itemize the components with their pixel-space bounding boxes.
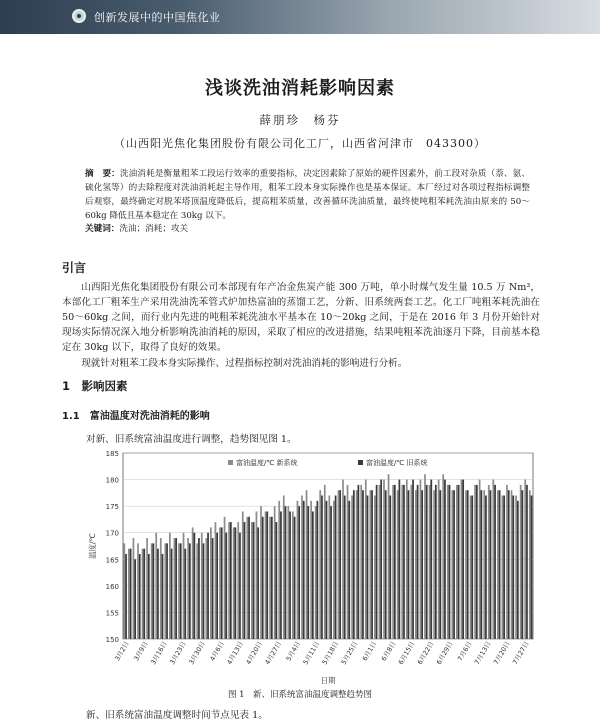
bar-old-system xyxy=(189,543,191,639)
bar-new-system xyxy=(269,517,271,639)
section-1-1-heading: 1.1 富油温度对洗油消耗的影响 xyxy=(62,411,210,422)
bar-old-system xyxy=(481,490,483,639)
bar-old-system xyxy=(203,543,205,639)
bar-old-system xyxy=(180,543,182,639)
bar-new-system xyxy=(196,543,198,639)
bar-old-system xyxy=(494,485,496,639)
bar-new-system xyxy=(178,543,180,639)
bar-new-system xyxy=(433,490,435,639)
bar-old-system xyxy=(353,490,355,639)
bar-old-system xyxy=(362,490,364,639)
y-tick-label: 160 xyxy=(105,582,119,591)
bar-new-system xyxy=(287,506,289,639)
bar-old-system xyxy=(435,485,437,639)
bar-old-system xyxy=(326,501,328,639)
bar-old-system xyxy=(444,480,446,639)
bar-old-system xyxy=(289,511,291,639)
bar-new-system xyxy=(465,490,467,639)
journal-name: 创新发展中的中国焦化业 xyxy=(94,11,221,24)
bar-old-system xyxy=(244,522,246,639)
bar-new-system xyxy=(406,480,408,639)
bar-old-system xyxy=(294,517,296,639)
bar-old-system xyxy=(417,485,419,639)
bar-old-system xyxy=(430,480,432,639)
bar-new-system xyxy=(497,490,499,639)
bar-old-system xyxy=(526,485,528,639)
x-tick-label: 7月13日 xyxy=(472,640,493,667)
bar-new-system xyxy=(492,480,494,639)
bar-new-system xyxy=(192,527,194,639)
bar-old-system xyxy=(531,496,533,639)
x-tick-label: 5月4日 xyxy=(284,640,303,663)
bar-old-system xyxy=(412,480,414,639)
bar-old-system xyxy=(253,522,255,639)
x-tick-label: 7月20日 xyxy=(492,640,512,667)
x-tick-label: 6月22日 xyxy=(415,640,436,667)
bar-old-system xyxy=(462,480,464,639)
bar-old-system xyxy=(458,485,460,639)
intro-paragraph-2: 现就针对粗苯工段本身实际操作、过程指标控制对洗油消耗的影响进行分析。 xyxy=(81,358,408,369)
bar-old-system xyxy=(298,506,300,639)
bar-new-system xyxy=(169,533,171,639)
x-tick-label: 7月27日 xyxy=(511,640,531,667)
keywords xyxy=(85,222,530,234)
x-tick-label: 4月6日 xyxy=(208,640,226,663)
bar-new-system xyxy=(155,533,157,639)
bar-new-system xyxy=(246,517,248,639)
bar-new-system xyxy=(324,485,326,639)
x-tick-label: 3月23日 xyxy=(168,640,188,667)
bar-old-system xyxy=(230,522,232,639)
bar-new-system xyxy=(123,543,125,639)
journal-logo-icon xyxy=(72,9,86,23)
bar-new-system xyxy=(301,496,303,639)
bar-old-system xyxy=(376,485,378,639)
bar-old-system xyxy=(490,490,492,639)
bar-new-system xyxy=(520,485,522,639)
bar-old-system xyxy=(339,490,341,639)
bar-old-system xyxy=(330,506,332,639)
bar-new-system xyxy=(479,480,481,639)
bar-old-system xyxy=(312,511,314,639)
bar-new-system xyxy=(233,527,235,639)
bar-new-system xyxy=(205,538,207,639)
bar-new-system xyxy=(392,485,394,639)
bar-new-system xyxy=(438,480,440,639)
bar-new-system xyxy=(488,485,490,639)
bar-new-system xyxy=(328,496,330,639)
bar-new-system xyxy=(278,501,280,639)
bar-new-system xyxy=(242,511,244,639)
bar-new-system xyxy=(515,496,517,639)
bar-new-system xyxy=(470,496,472,639)
legend-swatch-new xyxy=(228,460,233,465)
bar-new-system xyxy=(219,527,221,639)
bar-new-system xyxy=(360,485,362,639)
bar-new-system xyxy=(274,506,276,639)
bar-old-system xyxy=(130,549,132,639)
bar-new-system xyxy=(511,490,513,639)
bar-old-system xyxy=(485,496,487,639)
bar-old-system xyxy=(348,501,350,639)
bar-old-system xyxy=(125,554,127,639)
y-tick-label: 150 xyxy=(105,636,119,644)
bar-old-system xyxy=(344,496,346,639)
x-tick-label: 5月25日 xyxy=(339,640,360,667)
bar-old-system xyxy=(367,496,369,639)
x-tick-label: 4月20日 xyxy=(244,640,265,667)
x-tick-label: 6月29日 xyxy=(434,640,455,667)
x-tick-label: 4月13日 xyxy=(225,640,246,667)
bar-new-system xyxy=(420,480,422,639)
bar-old-system xyxy=(449,485,451,639)
bar-new-system xyxy=(351,496,353,639)
bar-new-system xyxy=(474,485,476,639)
bar-old-system xyxy=(207,533,209,639)
bar-old-system xyxy=(380,480,382,639)
x-tick-label: 5月11日 xyxy=(301,640,322,667)
bar-new-system xyxy=(137,543,139,639)
bar-old-system xyxy=(216,533,218,639)
bar-old-system xyxy=(440,490,442,639)
bar-new-system xyxy=(461,480,463,639)
bar-new-system xyxy=(256,511,258,639)
x-tick-label: 4月27日 xyxy=(263,640,284,667)
bar-old-system xyxy=(157,549,159,639)
bar-old-system xyxy=(184,549,186,639)
abstract xyxy=(85,167,530,223)
bar-new-system xyxy=(379,485,381,639)
keywords-text: 洗油；消耗；攻关 xyxy=(119,224,189,234)
x-tick-label: 6月1日 xyxy=(360,640,379,663)
bar-old-system xyxy=(467,490,469,639)
bar-old-system xyxy=(162,554,164,639)
bar-new-system xyxy=(456,485,458,639)
bar-new-system xyxy=(447,485,449,639)
bar-old-system xyxy=(198,538,200,639)
bar-old-system xyxy=(389,496,391,639)
bar-new-system xyxy=(315,506,317,639)
bar-new-system xyxy=(383,480,385,639)
bar-old-system xyxy=(394,485,396,639)
bar-old-system xyxy=(512,496,514,639)
y-tick-label: 185 xyxy=(105,450,119,458)
bar-new-system xyxy=(142,549,144,639)
bar-new-system xyxy=(210,527,212,639)
bar-new-system xyxy=(164,543,166,639)
bar-new-system xyxy=(174,538,176,639)
bar-new-system xyxy=(397,490,399,639)
x-tick-label: 3月2日 xyxy=(113,640,131,663)
bar-new-system xyxy=(151,543,153,639)
x-tick-label: 3月9日 xyxy=(132,640,150,663)
bar-new-system xyxy=(215,522,217,639)
journal-header-band xyxy=(0,0,600,34)
bar-new-system xyxy=(401,485,403,639)
bar-new-system xyxy=(183,533,185,639)
abstract-text: 洗油消耗是衡量粗苯工段运行效率的重要指标，决定因素除了原始的硬件因素外，前工段对杂质（萘、氨、硫化氢等）的去除程度对洗油消耗起主导作用，粗苯工段本身实际操作也是基本保证。本厂经过对各项过程指标调整后观察，最终确定对脱苯塔顶温度降低后，提高粗苯质量，改善循环洗油质量，最终使吨粗苯耗洗油由原来的 50～60kg 降低且基本稳定在 30kg 以下。 xyxy=(85,169,530,221)
bar-new-system xyxy=(260,506,262,639)
abstract-label: 摘 要： xyxy=(85,169,120,179)
bar-old-system xyxy=(307,506,309,639)
bar-new-system xyxy=(319,490,321,639)
article-title: 浅谈洗油消耗影响因素 xyxy=(205,78,395,99)
bar-old-system xyxy=(212,538,214,639)
y-tick-label: 180 xyxy=(105,476,119,485)
section-1-heading: 1 影响因素 xyxy=(62,379,128,393)
bar-new-system xyxy=(133,538,135,639)
bar-new-system xyxy=(187,538,189,639)
bar-new-system xyxy=(451,490,453,639)
bar-old-system xyxy=(476,485,478,639)
bar-new-system xyxy=(283,496,285,639)
bar-new-system xyxy=(524,480,526,639)
bar-old-system xyxy=(335,496,337,639)
article-affiliation: （山西阳光焦化集团股份有限公司化工厂，山西省河津市 043300） xyxy=(114,137,486,150)
bar-old-system xyxy=(175,538,177,639)
x-tick-label: 6月8日 xyxy=(379,640,398,663)
bar-old-system xyxy=(148,554,150,639)
x-axis-label: 日期 xyxy=(320,676,336,685)
bar-new-system xyxy=(502,496,504,639)
bar-old-system xyxy=(471,496,473,639)
bar-new-system xyxy=(251,522,253,639)
bar-old-system xyxy=(303,501,305,639)
bar-old-system xyxy=(403,485,405,639)
bar-old-system xyxy=(426,485,428,639)
bar-new-system xyxy=(374,496,376,639)
bar-old-system xyxy=(517,501,519,639)
legend-label-old: 富油温度/℃ 旧系统 xyxy=(366,459,428,467)
bar-old-system xyxy=(421,490,423,639)
bar-new-system xyxy=(410,485,412,639)
bar-new-system xyxy=(297,501,299,639)
y-tick-label: 155 xyxy=(105,609,119,618)
bar-old-system xyxy=(371,490,373,639)
bar-new-system xyxy=(160,538,162,639)
bar-old-system xyxy=(385,490,387,639)
keywords-label: 关键词： xyxy=(85,224,120,234)
x-tick-label: 7月6日 xyxy=(456,640,474,663)
bar-old-system xyxy=(399,480,401,639)
bar-old-system xyxy=(271,517,273,639)
y-tick-label: 170 xyxy=(105,529,119,538)
bar-new-system xyxy=(424,474,426,639)
bar-new-system xyxy=(237,522,239,639)
bar-old-system xyxy=(257,527,259,639)
bar-new-system xyxy=(146,538,148,639)
bar-old-system xyxy=(503,496,505,639)
bar-old-system xyxy=(508,490,510,639)
bar-new-system xyxy=(506,485,508,639)
bar-new-system xyxy=(128,549,130,639)
bar-new-system xyxy=(306,490,308,639)
bar-old-system xyxy=(139,554,141,639)
chart-svg xyxy=(85,447,545,687)
table-reference-text: 新、旧系统富油温度调整时间节点见表 1。 xyxy=(86,710,268,721)
bar-old-system xyxy=(143,549,145,639)
bar-old-system xyxy=(317,501,319,639)
bar-old-system xyxy=(499,490,501,639)
bar-new-system xyxy=(333,501,335,639)
bar-old-system xyxy=(280,511,282,639)
bar-new-system xyxy=(201,533,203,639)
bar-new-system xyxy=(388,474,390,639)
bar-new-system xyxy=(265,511,267,639)
bar-new-system xyxy=(356,490,358,639)
y-tick-label: 175 xyxy=(105,503,119,512)
bar-new-system xyxy=(292,511,294,639)
bar-old-system xyxy=(453,490,455,639)
bar-new-system xyxy=(347,485,349,639)
bar-old-system xyxy=(262,517,264,639)
bar-old-system xyxy=(221,527,223,639)
bar-new-system xyxy=(338,490,340,639)
legend-label-new: 富油温度/℃ 新系统 xyxy=(236,459,298,467)
bar-old-system xyxy=(522,490,524,639)
article-authors: 薛朋珍 杨芬 xyxy=(259,113,341,127)
legend-swatch-old xyxy=(358,460,363,465)
bar-old-system xyxy=(358,485,360,639)
bar-new-system xyxy=(429,485,431,639)
figure-1-caption: 图 1 新、旧系统富油温度调整趋势图 xyxy=(227,690,373,700)
bar-new-system xyxy=(224,517,226,639)
bar-new-system xyxy=(529,490,531,639)
bar-new-system xyxy=(310,501,312,639)
bar-old-system xyxy=(266,511,268,639)
y-tick-label: 165 xyxy=(105,556,119,565)
bar-old-system xyxy=(321,496,323,639)
x-tick-label: 3月30日 xyxy=(187,640,207,667)
bar-old-system xyxy=(239,533,241,639)
bar-old-system xyxy=(276,522,278,639)
bar-new-system xyxy=(365,480,367,639)
bar-new-system xyxy=(369,490,371,639)
bar-old-system xyxy=(225,533,227,639)
bar-old-system xyxy=(134,559,136,639)
intro-heading: 引言 xyxy=(62,261,87,275)
bar-old-system xyxy=(171,549,173,639)
bar-new-system xyxy=(342,480,344,639)
x-tick-label: 5月18日 xyxy=(320,640,341,667)
bar-new-system xyxy=(442,474,444,639)
figure-lead-text: 对新、旧系统富油温度进行调整，趋势图见图 1。 xyxy=(86,434,297,445)
bar-new-system xyxy=(228,522,230,639)
bar-new-system xyxy=(483,490,485,639)
x-tick-label: 3月16日 xyxy=(149,640,169,667)
bar-old-system xyxy=(248,517,250,639)
bar-new-system xyxy=(415,490,417,639)
intro-paragraph-1: 山西阳光焦化集团股份有限公司本部现有年产冶金焦炭产能 300 万吨，单小时煤气发生量 10.5 万 Nm³，本部化工厂粗苯生产采用洗油洗苯管式炉加热富油的蒸馏工艺，分新、旧系统两套工艺。化工厂吨粗苯耗洗油在 50～60kg 之间，而行业内先进的吨粗苯耗洗油水平基本在 10～20kg 之间，于是在 2016 年 3 月份开始针对现场实际情况深入地分析影响洗油消耗的原因，采取了相应的改进措施，结果吨粗苯洗油逐月下降，目前基本稳定在 30kg 以下，取得了良好的效果。 xyxy=(62,282,540,353)
bar-old-system xyxy=(235,527,237,639)
bar-old-system xyxy=(194,533,196,639)
x-tick-label: 6月15日 xyxy=(396,640,417,667)
y-axis-label: 温度/℃ xyxy=(88,533,97,559)
bar-old-system xyxy=(408,490,410,639)
bar-old-system xyxy=(153,543,155,639)
bar-old-system xyxy=(285,506,287,639)
bar-old-system xyxy=(166,543,168,639)
figure-1-chart xyxy=(85,447,545,687)
